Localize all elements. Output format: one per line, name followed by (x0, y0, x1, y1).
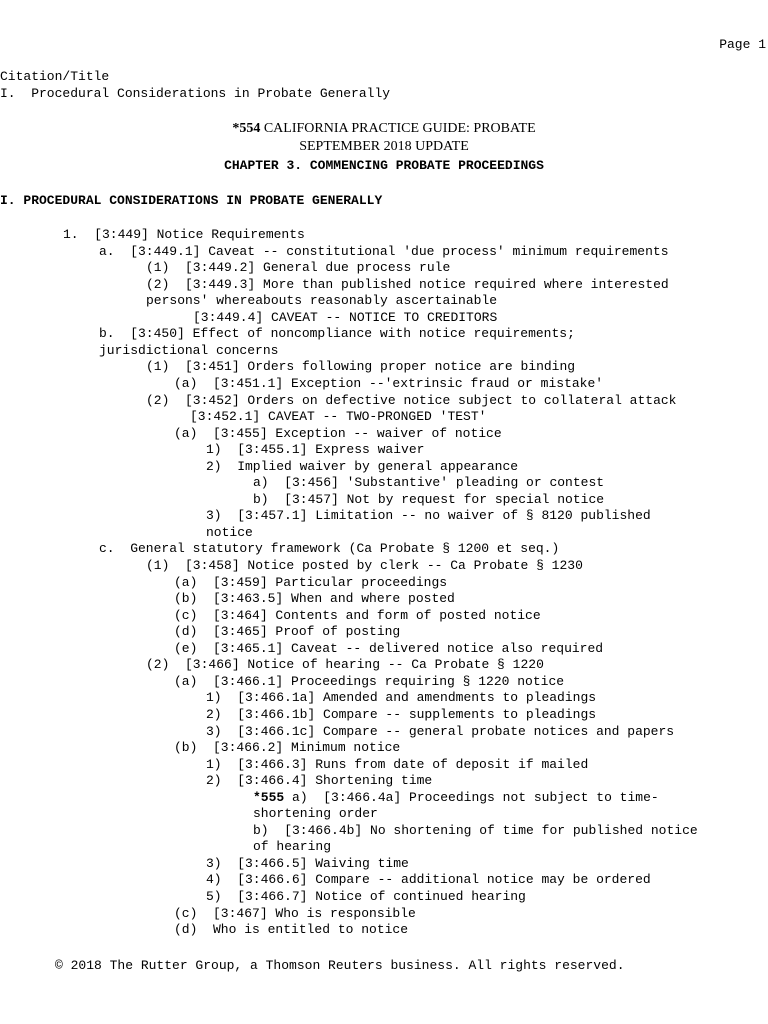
outline-text: a. [3:449.1] Caveat -- constitutional 'due process' minimum requirements (99, 243, 669, 259)
outline-line (63, 227, 305, 244)
citation-title: I. Procedural Considerations in Probate Generally (0, 85, 391, 101)
outline-line (206, 889, 526, 906)
outline-text: b) [3:466.4b] No shortening of time for published notice (253, 822, 698, 838)
outline-line (174, 922, 408, 939)
outline-line (206, 707, 596, 724)
copyright-footer: © 2018 The Rutter Group, a Thomson Reuters business. All rights reserved. (55, 958, 625, 973)
outline-line (146, 393, 677, 410)
outline-line (206, 724, 674, 741)
outline-text: 1. [3:449] Notice Requirements (63, 227, 305, 242)
outline-line (174, 426, 502, 443)
outline-line (253, 492, 604, 509)
outline-text: 3) [3:466.5] Waiving time (206, 855, 409, 871)
outline-line (174, 376, 603, 393)
star-page-marker: *554 (232, 121, 261, 136)
outline-line (206, 856, 409, 873)
outline-text: 1) [3:455.1] Express waiver (206, 442, 425, 458)
outline-text: 3) [3:466.1c] Compare -- general probate notices and papers (206, 723, 675, 739)
outline-text: 2) Implied waiver by general appearance (206, 458, 519, 474)
outline-text: (e) [3:465.1] Caveat -- delivered notice also required (174, 640, 604, 656)
outline-text: (a) [3:459] Particular proceedings (174, 574, 448, 590)
outline-line (146, 558, 583, 575)
outline-line (174, 575, 447, 592)
outline-text: 1) [3:466.1a] Amended and amendments to pleadings (206, 690, 597, 706)
star-page-marker: *555 (253, 789, 285, 805)
outline-line (206, 508, 651, 525)
outline-text: c. General statutory framework (Ca Probate § 1200 et seq.) (99, 541, 560, 557)
outline-text: (d) Who is entitled to notice (174, 922, 409, 938)
outline-line (253, 790, 659, 807)
outline-line (146, 293, 497, 310)
outline-text: b. [3:450] Effect of noncompliance with notice requirements; (99, 326, 575, 342)
outline-text: (1) [3:449.2] General due process rule (146, 260, 451, 276)
outline-line (174, 674, 564, 691)
citation-label: Citation/Title (0, 69, 110, 84)
outline-line (206, 773, 432, 790)
outline-line (99, 343, 278, 360)
outline-line (253, 806, 378, 823)
outline-line (206, 872, 651, 889)
outline-text: (c) [3:467] Who is responsible (174, 905, 416, 921)
outline-line (174, 608, 541, 625)
outline-text: (a) [3:455] Exception -- waiver of notice (174, 425, 502, 441)
page-number: Page 1 (719, 37, 766, 52)
outline-line (190, 409, 486, 426)
citation-block (0, 69, 390, 102)
outline-text: 3) [3:457.1] Limitation -- no waiver of § 8120 published (206, 508, 651, 524)
outline-text: jurisdictional concerns (99, 342, 279, 358)
outline-text: (b) [3:463.5] When and where posted (174, 591, 455, 607)
section-title: I. PROCEDURAL CONSIDERATIONS IN PROBATE GENERALLY (0, 193, 383, 208)
outline-text: (c) [3:464] Contents and form of posted notice (174, 607, 541, 623)
outline-text: b) [3:457] Not by request for special notice (253, 491, 605, 507)
outline-text: 2) [3:466.1b] Compare -- supplements to pleadings (206, 706, 597, 722)
outline-text: (d) [3:465] Proof of posting (174, 624, 401, 640)
outline-line (99, 541, 559, 558)
outline-line (146, 359, 575, 376)
outline-text: (a) [3:451.1] Exception --'extrinsic fraud or mistake' (174, 375, 604, 391)
outline-line (206, 459, 518, 476)
outline-line (206, 525, 253, 542)
outline-text: a) [3:466.4a] Proceedings not subject to time- (284, 789, 659, 805)
outline-text: 2) [3:466.4] Shortening time (206, 773, 433, 789)
outline-text: [3:449.4] CAVEAT -- NOTICE TO CREDITORS (193, 309, 498, 325)
outline-text: (2) [3:466] Notice of hearing -- Ca Probate § 1220 (146, 657, 544, 673)
outline-line (146, 277, 669, 294)
outline-line (253, 823, 698, 840)
outline-line (99, 244, 669, 261)
outline-text: notice (206, 524, 253, 540)
outline-text: (b) [3:466.2] Minimum notice (174, 740, 401, 756)
outline-text: of hearing (253, 839, 332, 855)
outline-line (174, 641, 603, 658)
outline-text: (1) [3:451] Orders following proper notice are binding (146, 359, 576, 375)
outline-text: 5) [3:466.7] Notice of continued hearing (206, 889, 526, 904)
update-label: SEPTEMBER 2018 UPDATE (299, 139, 469, 154)
outline-line (174, 624, 400, 641)
outline-text: 1) [3:466.3] Runs from date of deposit if mailed (206, 756, 589, 772)
outline-text: (a) [3:466.1] Proceedings requiring § 1220 notice (174, 673, 565, 689)
outline-line (206, 690, 596, 707)
publication-title (0, 121, 768, 137)
outline-text: 4) [3:466.6] Compare -- additional notice may be ordered (206, 872, 651, 888)
outline-line (99, 326, 575, 343)
outline-line (146, 260, 450, 277)
outline-line (146, 657, 544, 674)
publication-name: CALIFORNIA PRACTICE GUIDE: PROBATE (260, 121, 536, 136)
outline-line (174, 906, 416, 923)
outline-text: a) [3:456] 'Substantive' pleading or contest (253, 475, 605, 491)
chapter-title: CHAPTER 3. COMMENCING PROBATE PROCEEDINGS (224, 158, 544, 173)
outline-text: persons' whereabouts reasonably ascertainable (146, 293, 498, 309)
outline-line (253, 475, 604, 492)
outline-line (253, 839, 331, 856)
outline-text: (1) [3:458] Notice posted by clerk -- Ca Probate § 1230 (146, 558, 583, 573)
outline-text: [3:452.1] CAVEAT -- TWO-PRONGED 'TEST' (190, 409, 487, 425)
outline-text: (2) [3:452] Orders on defective notice subject to collateral attack (146, 392, 677, 408)
outline-line (174, 740, 400, 757)
outline-line (206, 442, 424, 459)
outline-line (193, 310, 497, 327)
outline-line (206, 757, 588, 774)
outline-text: (2) [3:449.3] More than published notice required where interested (146, 276, 669, 292)
outline-text: shortening order (253, 806, 378, 822)
outline-line (174, 591, 455, 608)
